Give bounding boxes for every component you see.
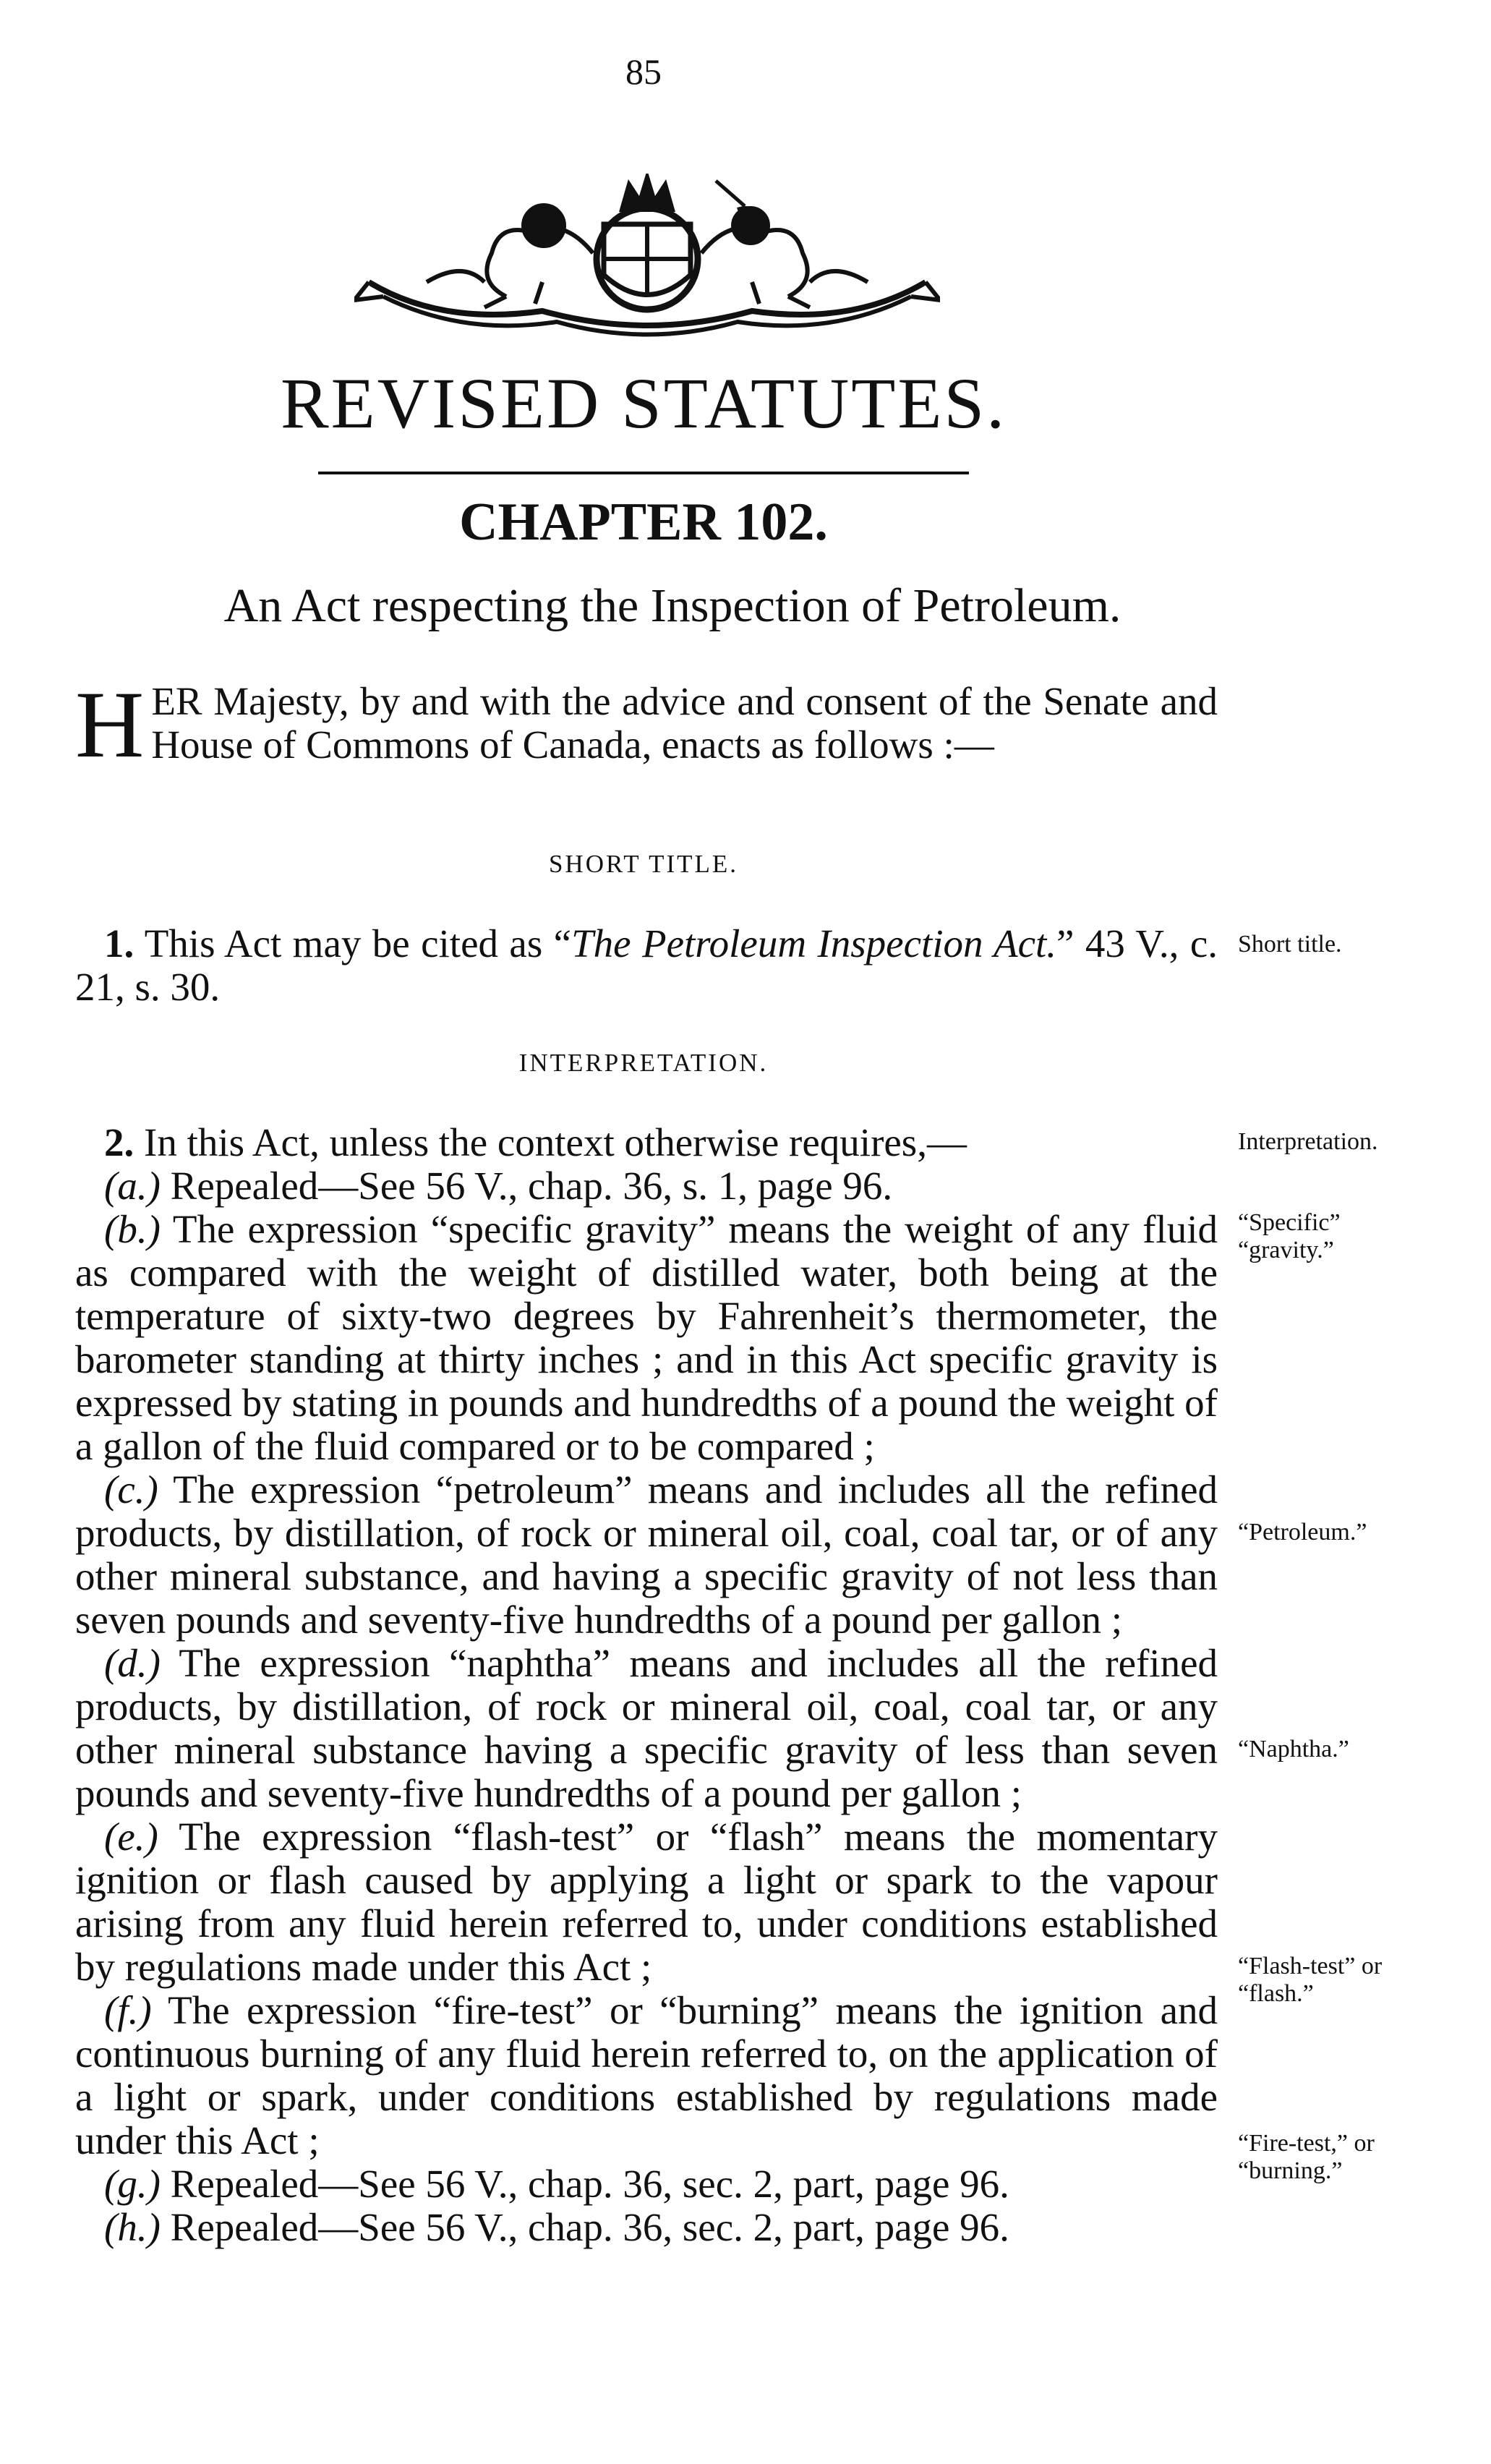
clause-text: The expression “petroleum” means and includes all the refined products, by distillation, of rock or mineral oil, coal, coal tar, or of any other mineral substance, and having a specific gravity of not less than seven pounds and seventy-five hundredths of a pound per gallon ; — [75, 1467, 1218, 1642]
heading-short-title: SHORT TITLE. — [548, 850, 739, 878]
clause-letter: (c.) — [104, 1467, 158, 1512]
act-title: An Act respecting the Inspection of Petroleum. — [223, 579, 1122, 632]
clause-letter: (e.) — [104, 1815, 158, 1859]
clause-text: Repealed—See 56 V., chap. 36, sec. 2, part, page 96. — [170, 2205, 1009, 2249]
margin-note-flash-test: “Flash-test” or “flash.” — [1238, 1953, 1383, 2007]
section-1 — [75, 922, 1218, 1009]
clause-e — [75, 1815, 1218, 1989]
enacting-text: ER Majesty, by and with the advice and consent of the Senate and House of Commons of Canada, enacts as follows :— — [151, 679, 1218, 767]
page-number: 85 — [625, 51, 662, 92]
section-number: 2. — [104, 1120, 134, 1164]
chapter-heading: CHAPTER 102. — [459, 493, 828, 552]
clause-text: The expression “flash-test” or “flash” means the momentary ignition or flash caused by applying a light or spark to the vapour arising from any fluid herein referred to, under conditions established by regulations made under this Act ; — [75, 1815, 1218, 1989]
margin-note-naphtha: “Naphtha.” — [1238, 1736, 1349, 1762]
section-2-intro: 2. In this Act, unless the context otherwise requires,— — [104, 1120, 967, 1164]
clause-letter: (h.) — [104, 2205, 161, 2249]
margin-note-petroleum: “Petroleum.” — [1238, 1519, 1367, 1546]
clause-letter: (b.) — [104, 1207, 161, 1251]
clause-d — [75, 1642, 1218, 1815]
clause-text: The expression “fire-test” or “burning” means the ignition and continuous burning of any fluid herein referred to, on the application of a light or spark, under conditions established by regulations made under this Act ; — [75, 1988, 1218, 2162]
margin-note-short-title: Short title. — [1238, 931, 1342, 958]
enacting-clause — [75, 671, 1218, 777]
section-number: 1. — [104, 921, 134, 965]
margin-note-fire-test: “Fire-test,” or “burning.” — [1238, 2130, 1375, 2184]
section-2 — [75, 1121, 1218, 2249]
section-1-citation: 43 V., c. 21, s. 30. — [75, 921, 1218, 1009]
clause-f — [75, 1989, 1218, 2162]
clause-text: The expression “naphtha” means and includes all the refined products, by distillation, of rock or mineral oil, coal, coal tar, or any other mineral substance having a specific gravity of less than seven pounds and seventy-five hundredths of a pound per gallon ; — [75, 1641, 1218, 1815]
clause-g — [75, 2162, 1218, 2206]
royal-coat-of-arms-icon — [354, 174, 940, 340]
section-1-close: ” — [1056, 921, 1075, 965]
dropcap: H — [75, 671, 145, 777]
clause-text: Repealed—See 56 V., chap. 36, s. 1, page 96. — [170, 1164, 893, 1208]
clause-letter: (a.) — [104, 1164, 161, 1208]
document-title: REVISED STATUTES. — [280, 363, 1007, 443]
clause-h — [75, 2206, 1218, 2249]
clause-letter: (f.) — [104, 1988, 152, 2032]
heading-interpretation: INTERPRETATION. — [518, 1049, 769, 1077]
margin-note-interpretation: Interpretation. — [1238, 1128, 1378, 1155]
clause-text: Repealed—See 56 V., chap. 36, sec. 2, part, page 96. — [170, 2162, 1009, 2206]
clause-text: The expression “specific gravity” means the weight of any fluid as compared with the weight of distilled water, both being at the temperature of sixty-two degrees by Fahrenheit’s thermometer, the barometer standing at thirty inches ; and in this Act specific gravity is expressed by stating in pounds and hundredths of a pound the weight of a gallon of the fluid compared or to be compared ; — [75, 1207, 1218, 1468]
margin-note-specific-gravity: “Specific” “gravity.” — [1238, 1209, 1341, 1263]
clause-c — [75, 1468, 1218, 1642]
section-1-lead: This Act may be cited as “ — [144, 921, 572, 965]
title-rule — [318, 472, 969, 474]
clause-letter: (g.) — [104, 2162, 161, 2206]
clause-a — [75, 1164, 1218, 1208]
clause-b — [75, 1208, 1218, 1468]
section-1-short-title: The Petroleum Inspection Act. — [571, 921, 1057, 965]
clause-letter: (d.) — [104, 1641, 161, 1685]
